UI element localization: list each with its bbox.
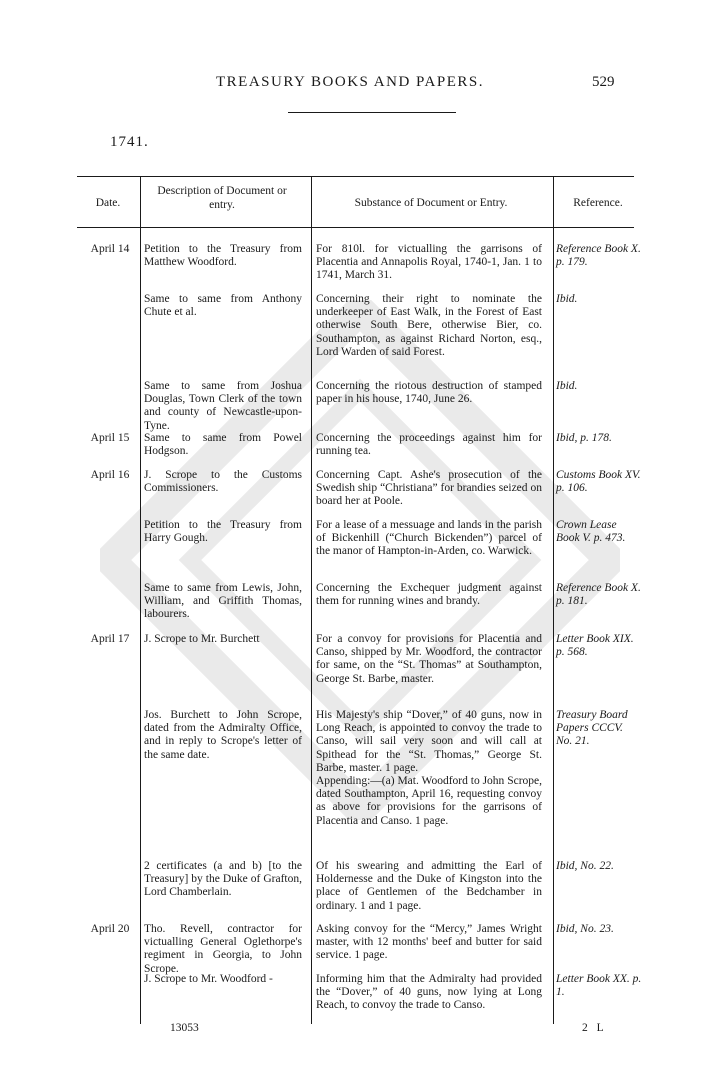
row-description: Same to same from Anthony Chute et al. bbox=[144, 293, 302, 319]
row-reference: Reference Book X. p. 181. bbox=[556, 582, 641, 608]
table-top-rule bbox=[77, 176, 634, 177]
header-rule bbox=[288, 112, 456, 113]
row-description: 2 certificates (a and b) [to the Treasury] by the Duke of Grafton, Lord Chamberlain. bbox=[144, 860, 302, 899]
row-substance-main: His Majesty's ship “Dover,” of 40 guns, now in Long Reach, is appointed to convoy the trade to Canso, will sail very soon and will call at Spithead for the “St. Thomas,” George St. Barbe, master. 1 page. bbox=[316, 709, 542, 774]
row-reference: Crown Lease Book V. p. 473. bbox=[556, 519, 626, 545]
row-reference: Letter Book XIX. p. 568. bbox=[556, 633, 634, 659]
row-substance: Concerning the riotous destruction of stamped paper in his house, 1740, June 26. bbox=[316, 380, 542, 406]
row-substance bbox=[316, 709, 542, 828]
row-substance: For a convoy for provisions for Placentia and Canso, shipped by Mr. Woodford, the contractor for same, on the “St. Thomas” at Southampton, George St. Barbe, master. bbox=[316, 633, 542, 685]
column-header-reference: Reference. bbox=[573, 197, 623, 209]
row-date: April 17 bbox=[90, 633, 130, 645]
row-date: April 15 bbox=[90, 432, 130, 444]
row-description: J. Scrope to Mr. Burchett bbox=[144, 633, 260, 645]
row-substance: Concerning Capt. Ashe's prosecution of the Swedish ship “Christiana” for brandies seized on board her at Poole. bbox=[316, 469, 542, 508]
row-description: Jos. Burchett to John Scrope, dated from the Admiralty Office, and in reply to Scrope's letter of the same date. bbox=[144, 709, 302, 761]
row-substance-appending: Appending:—(a) Mat. Woodford to John Scrope, dated Southampton, April 16, requesting convoy as above for provisions for the garrisons of Placentia and Canso. 1 page. bbox=[316, 775, 542, 827]
running-title: TREASURY BOOKS AND PAPERS. bbox=[216, 74, 484, 90]
row-date: April 20 bbox=[90, 923, 130, 935]
row-substance: Informing him that the Admiralty had provided the “Dover,” of 40 guns, now lying at Long Reach, to convoy the trade to Canso. bbox=[316, 973, 542, 1012]
signature-mark: 13053 bbox=[170, 1022, 199, 1034]
row-reference: Ibid. bbox=[556, 293, 578, 305]
column-rule-1 bbox=[140, 176, 141, 1024]
running-head bbox=[0, 74, 721, 98]
row-description: J. Scrope to Mr. Woodford - bbox=[144, 973, 273, 985]
column-rule-2 bbox=[311, 176, 312, 1024]
row-description: Same to same from Powel Hodgson. bbox=[144, 432, 302, 458]
row-date: April 14 bbox=[90, 243, 130, 255]
row-substance: Concerning their right to nominate the underkeeper of East Walk, in the Forest of East otherwise South Bere, otherwise Bier, co. Southampton, as against Richard Norton, esq., Lord Warden of said Forest. bbox=[316, 293, 542, 358]
row-description: J. Scrope to the Customs Commissioners. bbox=[144, 469, 302, 495]
row-reference: Customs Book XV. p. 106. bbox=[556, 469, 641, 495]
row-substance: For 810l. for victualling the garrisons of Placentia and Annapolis Royal, 1740-1, Jan. 1 to 1741, March 31. bbox=[316, 243, 542, 282]
row-description: Same to same from Lewis, John, William, and Griffith Thomas, labourers. bbox=[144, 582, 302, 621]
row-substance: Concerning the Exchequer judgment against them for running wines and brandy. bbox=[316, 582, 542, 608]
row-substance: Asking convoy for the “Mercy,” James Wright master, with 12 months' beef and butter for said service. 1 page. bbox=[316, 923, 542, 962]
row-substance: Concerning the proceedings against him for running tea. bbox=[316, 432, 542, 458]
row-date: April 16 bbox=[90, 469, 130, 481]
year-heading: 1741. bbox=[110, 134, 149, 150]
row-reference: Ibid, No. 23. bbox=[556, 923, 614, 935]
row-reference: Treasury Board Papers CCCV. No. 21. bbox=[556, 709, 628, 748]
column-rule-3 bbox=[553, 176, 554, 1024]
column-header-substance: Substance of Document or Entry. bbox=[354, 197, 508, 209]
row-substance: For a lease of a messuage and lands in the parish of Bickenhill (“Church Bickenden”) parcel of the manor of Hampton-in-Arden, co. Warwick. bbox=[316, 519, 542, 558]
row-description: Petition to the Treasury from Harry Gough. bbox=[144, 519, 302, 545]
row-description: Petition to the Treasury from Matthew Woodford. bbox=[144, 243, 302, 269]
row-description: Same to same from Joshua Douglas, Town Clerk of the town and county of Newcastle-upon-Tyne. bbox=[144, 380, 302, 432]
gathering-mark: 2 L bbox=[582, 1022, 607, 1034]
column-header-description: Description of Document or entry. bbox=[157, 185, 287, 211]
row-reference: Ibid, p. 178. bbox=[556, 432, 612, 444]
row-reference: Reference Book X. p. 179. bbox=[556, 243, 641, 269]
row-reference: Letter Book XX. p. 1. bbox=[556, 973, 642, 999]
page-number: 529 bbox=[592, 74, 615, 90]
table-header-rule bbox=[77, 227, 634, 228]
row-reference: Ibid, No. 22. bbox=[556, 860, 614, 872]
row-description: Tho. Revell, contractor for victualling General Oglethorpe's regiment in Georgia, to John Scrope. bbox=[144, 923, 302, 975]
row-substance: Of his swearing and admitting the Earl of Holdernesse and the Duke of Kingston into the place of Gentlemen of the Bedchamber in ordinary. 1 and 1 page. bbox=[316, 860, 542, 912]
row-reference: Ibid. bbox=[556, 380, 578, 392]
column-header-date: Date. bbox=[95, 197, 121, 209]
